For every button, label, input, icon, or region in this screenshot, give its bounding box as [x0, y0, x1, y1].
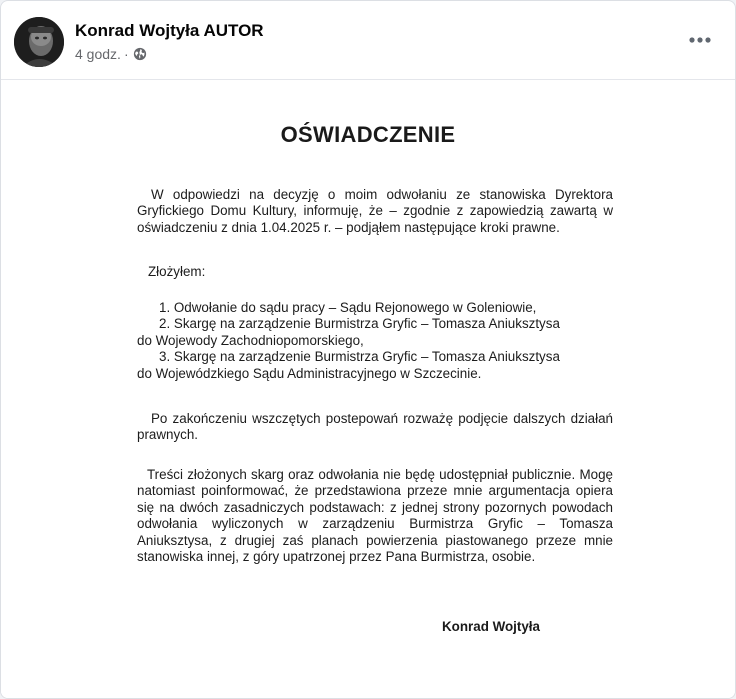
- document-list: [137, 300, 613, 382]
- more-options-icon: [688, 36, 712, 44]
- meta-separator: ·: [123, 46, 129, 62]
- globe-icon: [133, 47, 147, 61]
- list-item: 1. Odwołanie do sądu pracy – Sądu Rejonowego w Goleniowie,: [159, 300, 537, 315]
- post-header: [1, 1, 735, 80]
- author-name[interactable]: Konrad Wojtyła AUTOR: [75, 21, 264, 40]
- avatar-portrait-icon: [14, 17, 64, 67]
- post-image-document[interactable]: [1, 80, 735, 698]
- avatar[interactable]: [14, 17, 64, 67]
- post-timestamp[interactable]: 4 godz.: [75, 46, 121, 62]
- more-options-button[interactable]: [683, 25, 717, 55]
- document-paragraph-intro: W odpowiedzi na decyzję o moim odwołaniu ze stanowiska Dyrektora Gryfickiego Domu Kultury, informuję, że – zgodnie z zapowiedzią zawartą w oświadczeniu z dnia 1.04.2025 r. – podjąłem następujące kroki prawne.: [137, 187, 613, 235]
- document-list-intro: Złożyłem:: [148, 264, 206, 279]
- list-item: 2. Skargę na zarządzenie Burmistrza Gryfic – Tomasza Aniuksztysa: [159, 316, 560, 332]
- document-paragraph-details: Treści złożonych skarg oraz odwołania nie będę udostępniał publicznie. Mogę natomiast poinformować, że przedstawiona przeze mnie argumentacja opiera się na dwóch zasadniczych podstawach: z jednej strony pozornych powodach odwołania wyliczonych w zarządzeniu Burmistrza Gryfic – Tomasza Aniuksztysa, z drugiej zaś planach powierzenia piastowanego przeze mnie stanowiska innej, z góry upatrzonej przez Pana Burmistrza, osobie.: [137, 467, 613, 565]
- list-item: 3. Skargę na zarządzenie Burmistrza Gryfic – Tomasza Aniuksztysa: [159, 349, 560, 365]
- document-paragraph-next-steps: Po zakończeniu wszczętych postepowań rozważę podjęcie dalszych działań prawnych.: [137, 411, 613, 443]
- list-item-continuation: do Wojewody Zachodniopomorskiego,: [137, 332, 364, 348]
- document-title: OŚWIADCZENIE: [280, 122, 456, 147]
- post-meta: [75, 46, 147, 62]
- list-item-continuation: do Wojewódzkiego Sądu Administracyjnego w Szczecinie.: [137, 365, 482, 381]
- document-signature: Konrad Wojtyła: [442, 619, 540, 634]
